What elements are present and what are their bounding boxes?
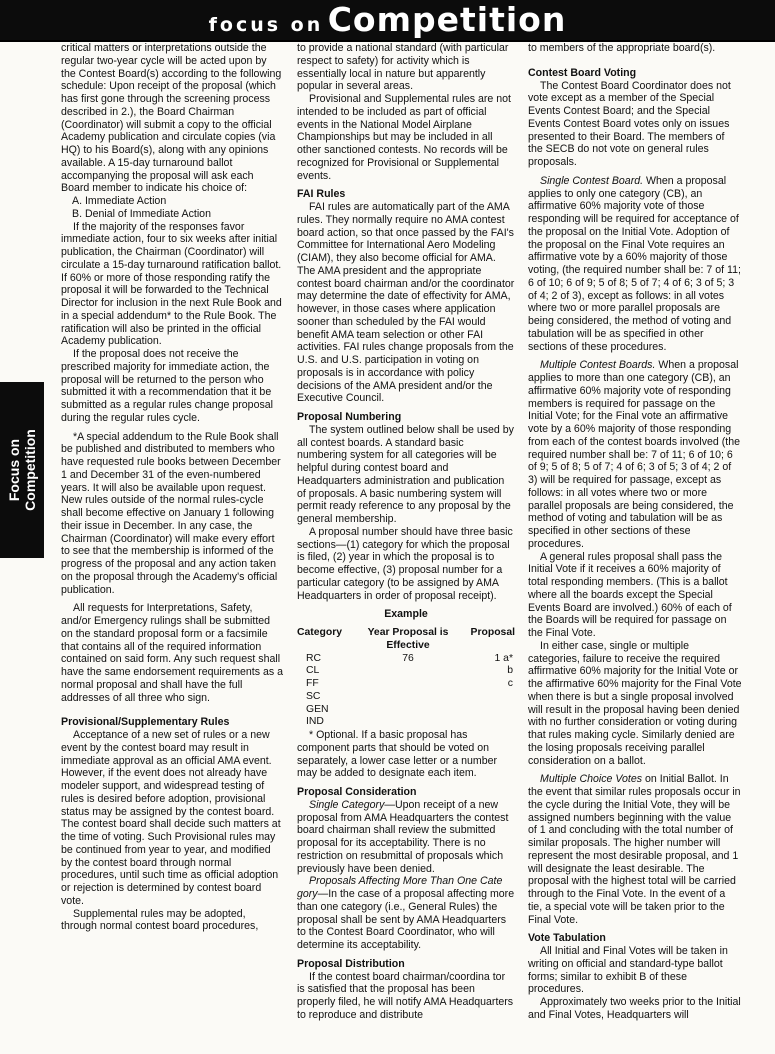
example-title: Example: [384, 608, 428, 621]
list-item: B. Denial of Immediate Action: [72, 207, 211, 220]
paragraph: to provide a national standard (with particular respect to safety) for activity which is essentially local in nature but apparently popular in several areas.: [297, 42, 509, 93]
section-heading: Vote Tabulation: [528, 932, 606, 945]
inline-text: —Upon receipt of a new proposal from AMA Headquarters the contest board chairman shall review the submitted proposal for its acceptability. There is no restriction on resubmittal of proposals which previously have been denied.: [297, 798, 509, 875]
table-header: Year Proposal is Effective: [367, 627, 449, 651]
paragraph: If the proposal does not receive the prescribed majority for immediate action, the proposal will be returned to the person who submitted it with a recommendation that it be submitted as a regular rules change proposal during the regular rules cycle.: [61, 348, 273, 424]
table-cell: 1 a*: [494, 652, 513, 664]
table-cell: b: [507, 665, 513, 677]
paragraph: critical matters or interpretations outside the regular two-year cycle will be acted upon by the Contest Board(s) according to the following schedule: Upon receipt of the proposal (which has first gone through the screening process described in 2.), the Board Chairman (Coordinator) will submit a copy to the official Academy publication and circulate copies (via HQ) to his Board(s), along with any opinions available. A 15-day turnaround ballot accompanying the proposal will ask each Board member to indicate his choice of:: [61, 42, 282, 195]
paragraph: The Contest Board Coordinator does not vote except as a member of the Special Events Contest Board; and the Special Events Contest Board votes only on issues presented to their Board. The members of the SECB do not vote on general rules proposals.: [528, 79, 731, 168]
list-item: A. Immediate Action: [72, 195, 167, 207]
section-heading: FAI Rules: [297, 188, 346, 201]
paragraph: to members of the appropriate board(s).: [528, 42, 716, 54]
paragraph: Supplemental rules may be adopted, through normal contest board procedures,: [61, 907, 259, 933]
inline-label: Single Category: [309, 798, 385, 811]
paragraph: [297, 799, 515, 876]
table-cell: SC: [306, 690, 321, 702]
column-1: [61, 42, 283, 933]
footnote-paragraph: * Optional. If a basic proposal has component parts that should be voted on separately, a lower case letter or a number may be added to designate each item.: [297, 729, 498, 780]
table-cell: FF: [306, 678, 319, 689]
table-cell: GEN: [306, 703, 329, 715]
table-cell: c: [507, 678, 513, 689]
paragraph: The system outlined below shall be used by all contest boards. A standard basic numbering system for all categories will be helpful during contest board and Headquarters administration and publication of proposals. A basic numbering system will permit ready reference to any proposal by the general membership.: [297, 423, 514, 525]
section-heading: Contest Board Voting: [528, 66, 637, 79]
side-tab-text: [6, 429, 38, 511]
inline-text: on Initial Ballot. In the event that similar rules proposals occur in the cycle during the Initial Vote, they will be assigned numbers beginning with the value of 1 and concluding with the total number of similar proposals. The higher number will represent the most desirable proposal, and 1 will designate the least desirable. The proposal with the highest total will be carried through to the Final Vote. In the event of a tie, a special vote will be taken prior to the Final Vote.: [528, 773, 741, 926]
paragraph: If the contest board chairman/coordina tor is satisfied that the proposal has been properly filed, he will notify AMA Headquarters to reproduce and distribute: [297, 970, 514, 1021]
table-cell: CL: [306, 665, 320, 677]
example-table: [297, 627, 515, 729]
inline-label: Multiple Choice Votes: [540, 773, 643, 786]
table-cell: RC: [306, 652, 322, 664]
side-tab: [0, 382, 44, 558]
section-heading: Proposal Consideration: [297, 786, 417, 798]
column-3: [528, 42, 742, 1022]
paragraph: A general rules proposal shall pass the Initial Vote if it receives a 60% majority of total responding members. (This is a ballot where all the boards except the Special Events Board are involved.) 60% of each of the Boards will be required for passage on the Final Vote.: [528, 550, 732, 639]
inline-text: When a proposal applies to more than one category (CB), an affirmative 60% majority vote of responding members is required for passage on the Initial Vote; for the Final vote an affirmative vote by a 60% majority of those responding from each of the contest boards involved (the required number shall be: 7 of 11; 6 of 10; 6 of 9; 5 of 8; 5 of 7; 4 of 6; 3 of 5; 3 of 4; 2 of 3) will be required for passage, except as follows: in all votes where two or more parallel proposals are being considered, the method of voting and tabulation will be as specified in other sections of these procedures.: [528, 359, 740, 550]
column-2: [297, 42, 515, 1022]
header-title: [0, 0, 775, 40]
paragraph: [528, 773, 742, 926]
section-heading: Proposal Numbering: [297, 411, 402, 423]
table-cell: 76: [402, 652, 414, 664]
paragraph: All Initial and Final Votes will be taken in writing on official and standard-type ballot forms; similar to exhibit B of these procedures.: [528, 945, 728, 996]
side-tab-line1: Focus on: [6, 438, 22, 502]
section-heading: Provisional/Supplementary Rules: [61, 716, 230, 729]
section-heading: Proposal Distribution: [297, 957, 405, 970]
paragraph: Provisional and Supplemental rules are not intended to be included as part of official events in the National Model Airplane Championships but may be included in all other sanctioned contests. No records will be recognized for Provisional or Supplemental events.: [297, 93, 511, 182]
paragraph: In either case, single or multiple categories, failure to receive the required affirmative 60% majority for the Initial Vote or the affirmative 60% majority for the Final Vote when there is but a single proposal involved will result in the proposal having been denied with no further consideration or voting during that rules making cycle. Similarly denied are the losing proposals receiving parallel consideration on a ballot.: [528, 639, 742, 767]
paragraph: Acceptance of a new set of rules or a new event by the contest board may result in immediate approval as an official AMA event. However, if the event does not already have modeler support, and widespread testing of rules is desired before adoption, provisional status may be assigned by the contest board. The contest board shall decide such matters at the time of voting. Such Provisional rules may be continued from year to year, and modified by the contest board through normal procedures, until such time as official adoption or rejection is determined by contest board vote.: [61, 729, 281, 907]
footnote-paragraph: *A special addendum to the Rule Book shall be published and distributed to members who have requested rule books between December 1 and December 31 of the even-numbered years. It will also be available upon request. New rules outside of the normal rules-cycle shall become effective on January 1 following their issue in December. In any case, the Chairman (Coordinator) will make every effort to see that the membership is informed of the progress of the proposal and any action taken on the proposal through the Academy's official publication.: [61, 430, 281, 596]
table-cell: IND: [306, 716, 324, 728]
inline-label: Proposals Affecting More Than One Cate gory: [297, 875, 503, 900]
paragraph: If the majority of the responses favor immediate action, four to six weeks after initial publication, the Chairman (Coordinator) will circulate a 15-day turnaround ratification ballot. If 60% or more of those responding ratify the proposal it will be forwarded to the Technical Director for inclusion in the next Rule Book and in a special addendum* to the Rule Book. The ratification will also be printed in the official Academy publication.: [61, 220, 282, 348]
header-title-big: Competition: [327, 0, 567, 39]
paragraph: FAI rules are automatically part of the AMA rules. They normally require no AMA contest board action, so that once passed by the FAI's Committee for International Aero Modeling (CIAM), they also become official for AMA. The AMA president and the appropriate contest board chairman and/or the coordinator may determine the date of effectivity for AMA, however, in those cases where application sooner than scheduled by the FAI would benefit AMA team selection or other FAI activities. FAI rules change proposals from the U.S. and U.S. participation in voting on proposals is in accordance with policy decisions of the AMA president and/or the Executive Council.: [297, 201, 515, 405]
header-title-small: focus on: [208, 14, 324, 36]
inline-text: —In the case of a proposal affecting more than one category (i.e., General Rules) the proposal shall be sent by AMA Headquarters to the Contest Board Coordinator, who will determine its acceptability.: [297, 888, 515, 951]
paragraph: [528, 359, 742, 550]
paragraph: [528, 175, 742, 354]
inline-label: Single Contest Board.: [540, 174, 644, 187]
paragraph: [297, 875, 515, 952]
inline-label: Multiple Contest Boards.: [540, 359, 656, 372]
table-header: Category: [297, 627, 343, 638]
paragraph: Approximately two weeks prior to the Initial and Final Votes, Headquarters will: [528, 996, 741, 1021]
paragraph: All requests for Interpretations, Safety, and/or Emergency rulings shall be submitted on the standard proposal form or a facsimile that contains all of the required information contained on said form. Any such request shall have the same endorsement requirements as a normal proposal and shall have the full addresses of all three who sign.: [61, 602, 284, 704]
table-header: Proposal: [470, 627, 515, 638]
side-tab-line2: Competition: [22, 429, 38, 511]
paragraph: A proposal number should have three basic sections—(1) category for which the proposal is filed, (2) year in which the proposal is to become effective, (3) proposal number for a particular category (to be assigned by AMA Headquarters in order of proposal receipt).: [297, 525, 513, 602]
inline-text: When a proposal applies to only one category (CB), an affirmative 60% majority vote of those responding will be required for acceptance of the proposal on the Initial Vote. Adoption of the proposal on the Final Vote requires an affirmative vote by a 60% majority of those voting, (the required number shall be: 7 of 11; 6 of 10; 6 of 9; 5 of 8; 5 of 7; 4 of 6; 3 of 5; 3 of 4; 2 of 3), except as follows: in all votes where two or more parallel proposals are being considered, the method of voting and tabulation will be as specified in other sections of these procedures.: [528, 174, 741, 353]
